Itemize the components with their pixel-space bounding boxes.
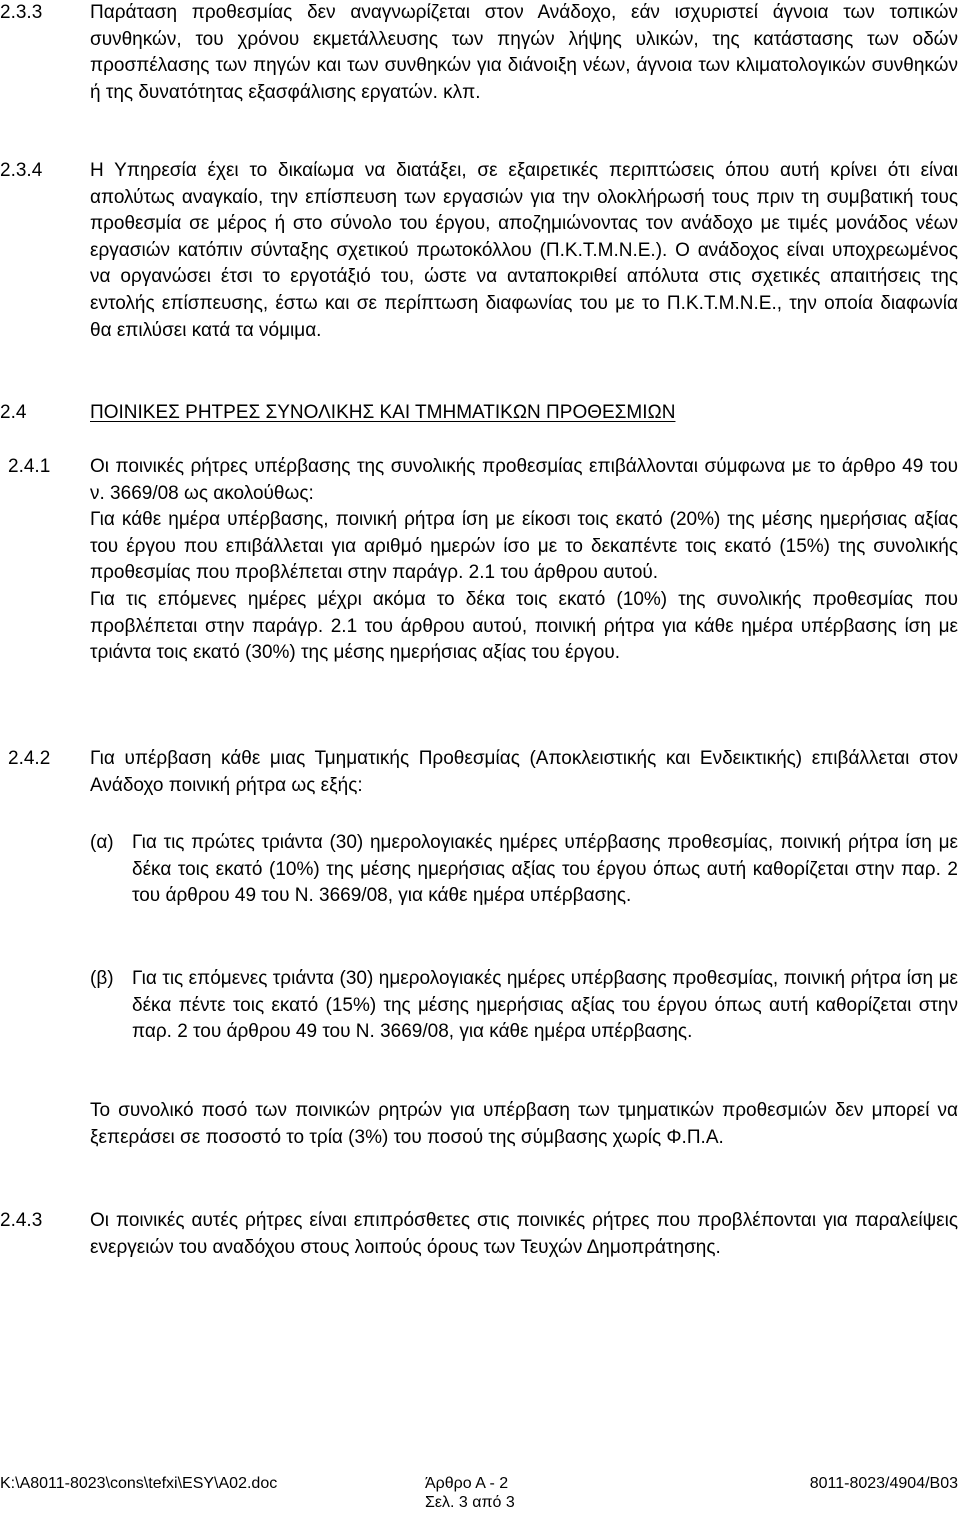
paragraph-number: 2.4.2 [8,748,51,769]
total-penalty-note [90,1098,958,1151]
sub-item-label: (α) [90,832,114,853]
paragraph-2-4-2 [0,746,958,799]
paragraph-number: 2.4.1 [8,456,51,477]
paragraph-text [90,746,958,799]
penalty-rule-2: Για τις επόμενες ημέρες μέχρι ακόμα το δέκα τοις εκατό (10%) της συνολικής προθεσμίας που προβλέπεται στην παράγρ. 2.1 του άρθρου αυτού, ποινική ρήτρα για κάθε ημέρα υπέρβασης ίση με τριάντα τοις εκατό (30%) της μέσης ημερήσιας αξίας του έργου. [90,588,958,664]
sub-item-label: (β) [90,968,114,989]
sub-item-text: Για τις πρώτες τριάντα (30) ημερολογιακές ημέρες υπέρβασης προθεσμίας, ποινική ρήτρα ίση με δέκα τοις εκατό (10%) της μέσης ημερήσιας αξίας του έργου όπως αυτή καθορίζεται στην παρ. 2 του άρθρου 49 του Ν. 3669/08, για κάθε ημέρα υπέρβασης. [132,832,958,907]
footer-article: Άρθρο Α - 2 [425,1475,509,1492]
sub-item-text: Για τις επόμενες τριάντα (30) ημερολογιακές ημέρες υπέρβασης προθεσμίας, ποινική ρήτρα ίση με δέκα πέντε τοις εκατό (15%) της μέσης ημερήσιας αξίας του έργου όπως αυτή καθορίζεται στην παρ. 2 του άρθρου 49 του Ν. 3669/08, για κάθε ημέρα υπέρβασης. [132,968,958,1043]
paragraph-intro: Για υπέρβαση κάθε μιας Τμηματικής Προθεσμίας (Αποκλειστικής και Ενδεικτικής) επιβάλλεται στον Ανάδοχο ποινική ρήτρα ως εξής: [90,748,958,796]
paragraph-2-4-1 [0,454,958,667]
paragraph-2-4-3 [0,1208,958,1261]
paragraph-number: 2.3.4 [0,160,43,181]
paragraph-intro: Οι ποινικές ρήτρες υπέρβασης της συνολικής προθεσμίας επιβάλλονται σύμφωνα με το άρθρο 49 του ν. 3669/08 ως ακολούθως: [90,456,958,504]
paragraph-text: Οι ποινικές αυτές ρήτρες είναι επιπρόσθετες στις ποινικές ρήτρες που προβλέπονται για παραλείψεις ενεργειών του αναδόχου στους λοιπούς όρους των Τευχών Δημοπράτησης. [90,1210,958,1258]
note-text: Το συνολικό ποσό των ποινικών ρητρών για υπέρβαση των τμηματικών προθεσμιών δεν μπορεί να ξεπεράσει σε ποσοστό το τρία (3%) του ποσού της σύμβασης χωρίς Φ.Π.Α. [90,1100,958,1148]
paragraph-text: Παράταση προθεσμίας δεν αναγνωρίζεται στον Ανάδοχο, εάν ισχυριστεί άγνοια των τοπικών συνθηκών, του χρόνου εκμετάλλευσης των πηγών λήψης υλικών, της κατάστασης των οδών προσπέλασης των πηγών και των συνθηκών για διάνοιξη νέων, άγνοια των κλιματολογικών συνθηκών ή της δυνατότητας εξασφάλισης εργατών. κλπ. [90,2,958,103]
section-number: 2.4 [0,402,27,423]
paragraph-number: 2.3.3 [0,2,43,23]
paragraph-text [90,454,958,667]
penalty-rule-1: Για κάθε ημέρα υπέρβασης, ποινική ρήτρα ίση με είκοσι τοις εκατό (20%) της μέσης ημερήσιας αξίας του έργου που επιβάλλεται για αριθμό ημερών ίσο με το δεκαπέντε τοις εκατό (15%) της συνολικής προθεσμίας που προβλέπεται στην παράγρ. 2.1 του άρθρου αυτού. [90,509,958,584]
sub-item-b [90,966,958,1046]
footer-file-path: K:\A8011-8023\cons\tefxi\ESY\A02.doc [0,1475,278,1492]
paragraph-text: Η Υπηρεσία έχει το δικαίωμα να διατάξει, σε εξαιρετικές περιπτώσεις όπου αυτή κρίνει ότι είναι απολύτως αναγκαίο, την επίσπευση των εργασιών για την ολοκλήρωσή τους πριν τη συμβατική τους προθεσμία σε μέρος ή στο σύνολο του έργου, αποζημιώνοντας τον ανάδοχο με τιμές μονάδος νέων εργασιών κατόπιν σύνταξης σχετικού πρωτοκόλλου (Π.Κ.Τ.Μ.Ν.Ε.). Ο ανάδοχος είναι υποχρεωμένος να οργανώσει έτσι το εργοτάξιό του, ώστε να ανταποκριθεί απόλυτα στις σχετικές απαιτήσεις της εντολής επίσπευσης, έστω και σε περίπτωση διαφωνίας του με το Π.Κ.Τ.Μ.Ν.Ε., την οποία διαφωνία θα επιλύσει κατά τα νόμιμα. [90,160,958,341]
section-heading-2-4 [0,400,958,426]
paragraph-2-3-4 [0,158,958,344]
sub-item-a [90,830,958,910]
footer-reference: 8011-8023/4904/B03 [809,1475,958,1492]
paragraph-2-3-3 [0,0,958,106]
paragraph-number: 2.4.3 [0,1210,43,1231]
footer-page-number: Σελ. 3 από 3 [425,1494,515,1511]
section-title: ΠΟΙΝΙΚΕΣ ΡΗΤΡΕΣ ΣΥΝΟΛΙΚΗΣ ΚΑΙ ΤΜΗΜΑΤΙΚΩΝ ΠΡΟΘΕΣΜΙΩΝ [90,402,676,423]
